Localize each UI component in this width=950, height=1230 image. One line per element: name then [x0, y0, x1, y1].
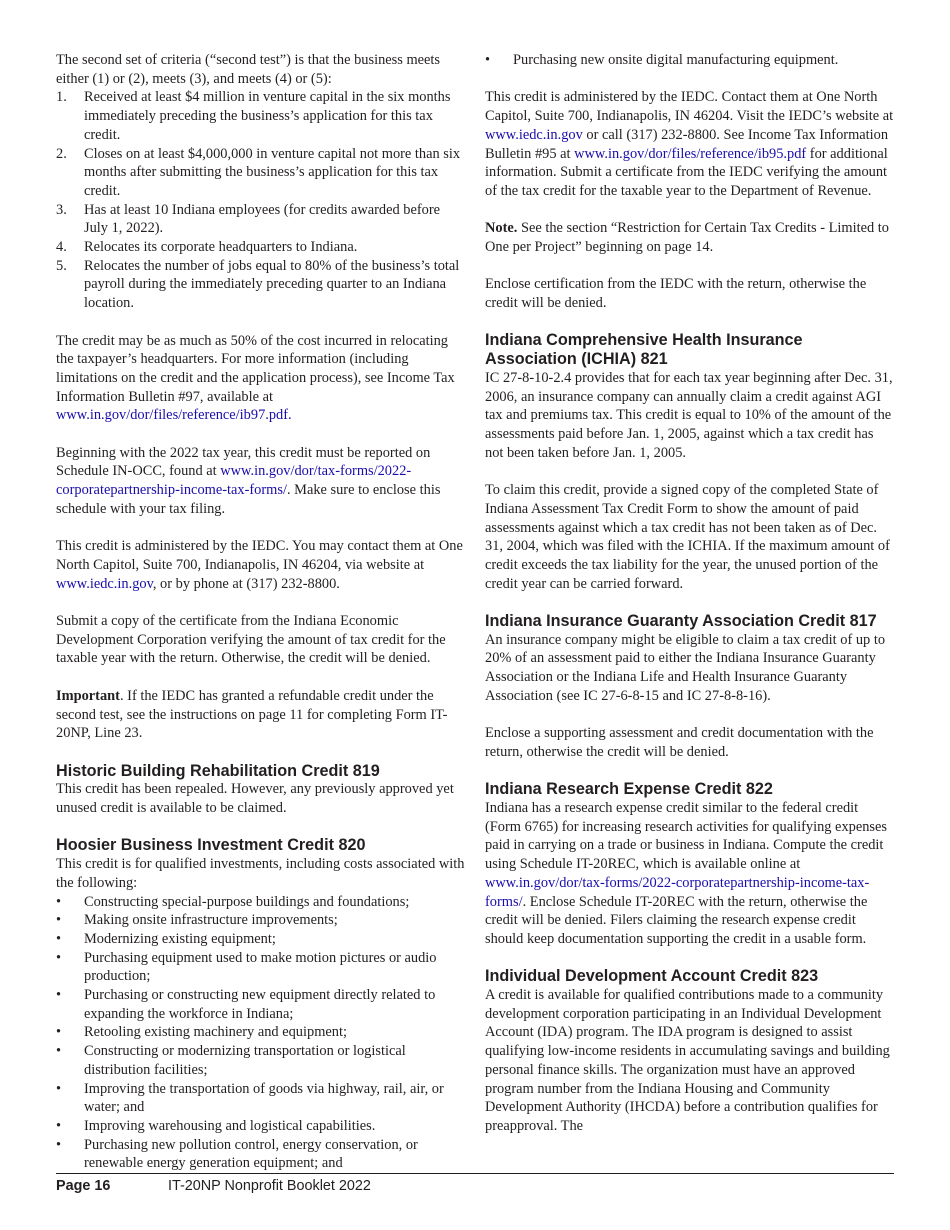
continued-investments-list: [485, 51, 895, 70]
iedc-website-link[interactable]: www.iedc.in.gov: [56, 575, 153, 592]
bullet-icon: •: [56, 1117, 62, 1134]
list-item: • Purchasing new onsite digital manufacturing equipment.: [485, 52, 839, 68]
schedule-in-occ-paragraph: Beginning with the 2022 tax year, this credit must be reported on Schedule IN-OCC, found at www.in.gov/dor/tax-forms/2022-corporatepartnership-income-tax-forms/. Make sure to enclose this schedule with your tax filing.: [56, 444, 441, 517]
ib97-link[interactable]: www.in.gov/dor/files/reference/ib97.pdf.: [56, 407, 292, 424]
ichia-heading: Indiana Comprehensive Health Insurance Association (ICHIA) 821: [485, 331, 803, 369]
list-item: • Purchasing equipment used to make motion pictures or audio production;: [56, 949, 437, 985]
bullet-icon: •: [56, 1043, 62, 1060]
bullet-icon: •: [56, 893, 62, 910]
list-item: 5. Relocates the number of jobs equal to 80% of the business’s total payroll during the immediately preceding quarter to an Indiana location.: [56, 257, 460, 312]
headquarters-credit-paragraph: The credit may be as much as 50% of the cost incurred in relocating the taxpayer’s headquarters. For more information (including limitations on the credit and the application process), see Income Tax Information Bulletin #97, available at www.in.gov/dor/files/reference/ib97.pdf.: [56, 332, 455, 424]
guaranty-paragraph-1: An insurance company might be eligible to claim a tax credit of up to 20% of an assessment paid to either the Indiana Insurance Guaranty Association or the Indiana Life and Health Insurance Guaranty Association (see IC 27-6-8-15 and IC 27-8-8-16).: [485, 631, 886, 704]
bullet-icon: •: [56, 1080, 62, 1097]
iedc-administration-paragraph: This credit is administered by the IEDC. Contact them at One North Capitol, Suite 700, Indianapolis, IN 46204. Visit the IEDC’s website at www.iedc.in.gov or call (317) 232-8800. See Income Tax Information Bulletin #95 at www.in.gov/dor/files/reference/ib95.pdf for additional information. Submit a certificate from the IEDC verifying the amount of the tax credit for the taxable year to the Department of Revenue.: [485, 89, 894, 199]
list-item: • Modernizing existing equipment;: [56, 930, 276, 947]
list-item: • Purchasing new pollution control, energy conservation, or renewable energy generation equipment; and: [56, 1136, 418, 1172]
bullet-icon: •: [56, 987, 62, 1004]
guaranty-paragraph-2: Enclose a supporting assessment and credit documentation with the return, otherwise the credit will be denied.: [485, 725, 874, 760]
historic-building-paragraph: This credit has been repealed. However, any previously approved yet unused credit is available to be claimed.: [56, 781, 454, 817]
criteria-list: [56, 88, 466, 312]
page-footer: [56, 1177, 371, 1195]
research-expense-heading: Indiana Research Expense Credit 822: [485, 780, 773, 799]
list-item: • Making onsite infrastructure improvements;: [56, 912, 338, 929]
bullet-icon: •: [56, 912, 62, 929]
list-item: • Improving the transportation of goods via highway, rail, air, or water; and: [56, 1080, 444, 1116]
research-expense-paragraph: Indiana has a research expense credit similar to the federal credit (Form 6765) for increasing research activities for qualifying expenses paid in carrying on a trade or business in Indiana. Compute the credit using Schedule IT-20REC, which is available online at www.in.gov/dor/tax-forms/2022-corporatepartnership-income-tax-forms/. Enclose Schedule IT-20REC with the return, otherwise the credit will be denied. Filers claiming the research expense credit should keep documentation supporting the credit in a usable form.: [485, 800, 888, 947]
ib95-link[interactable]: www.in.gov/dor/files/reference/ib95.pdf: [574, 145, 807, 162]
iedc-website-link[interactable]: www.iedc.in.gov: [485, 126, 583, 143]
bullet-icon: •: [56, 949, 62, 966]
bullet-icon: •: [485, 52, 491, 68]
list-item: • Retooling existing machinery and equipment;: [56, 1024, 347, 1041]
list-item: • Purchasing or constructing new equipment directly related to expanding the workforce in Indiana;: [56, 987, 436, 1022]
booklet-title: IT-20NP Nonprofit Booklet 2022: [168, 1178, 371, 1194]
tax-forms-link[interactable]: www.in.gov/dor/tax-forms/2022-corporatepartnership-income-tax-forms/: [485, 874, 870, 910]
list-item: 4. Relocates its corporate headquarters to Indiana.: [56, 239, 358, 256]
hoosier-business-paragraph: This credit is for qualified investments, including costs associated with the following:: [56, 856, 465, 891]
note-paragraph: Note. See the section “Restriction for Certain Tax Credits - Limited to One per Project” beginning on page 14.: [485, 220, 889, 255]
ida-paragraph: A credit is available for qualified contributions made to a community development corporation participating in an Individual Development Account (IDA) program. The IDA program is designed to assist qualifying low-income residents in accumulating savings and building personal finance skills. The organization must have an approved program number from the Indiana Housing and Community Development Authority (IHCDA) before a contribution qualifies for preapproval. The: [485, 987, 890, 1134]
hoosier-business-heading: Hoosier Business Investment Credit 820: [56, 836, 366, 855]
bullet-icon: •: [56, 930, 62, 947]
list-item: • Constructing or modernizing transportation or logistical distribution facilities;: [56, 1043, 406, 1078]
enclose-certification-paragraph: Enclose certification from the IEDC with the return, otherwise the credit will be denied.: [485, 276, 867, 312]
important-paragraph: Important. If the IEDC has granted a refundable credit under the second test, see the instructions on page 11 for completing Form IT-20NP, Line 23.: [56, 687, 448, 742]
tax-forms-link[interactable]: www.in.gov/dor/tax-forms/2022-corporatepartnership-income-tax-forms/: [56, 463, 412, 499]
list-item: 2. Closes on at least $4,000,000 in venture capital not more than six months after submitting the business’s application for this tax credit.: [56, 145, 461, 199]
list-item: • Improving warehousing and logistical capabilities.: [56, 1117, 376, 1134]
iedc-contact-paragraph: This credit is administered by the IEDC. You may contact them at One North Capitol, Suite 700, Indianapolis, IN 46204, via website at www.iedc.in.gov, or by phone at (317) 232-8800.: [56, 538, 463, 592]
qualified-investments-list: [56, 893, 466, 1174]
list-item: • Constructing special-purpose buildings and foundations;: [56, 893, 410, 910]
guaranty-heading: Indiana Insurance Guaranty Association Credit 817: [485, 612, 877, 630]
left-column: [56, 51, 466, 1173]
ichia-paragraph-2: To claim this credit, provide a signed copy of the completed State of Indiana Assessment Tax Credit Form to show the amount of paid assessments against which a tax credit has not been taken as of Dec. 31, 2004, which was filed with the ICHIA. If the maximum amount of credit exceeds the tax liability for the year, the unused portion of the credit year can be carried forward.: [485, 482, 890, 592]
list-item: 3. Has at least 10 Indiana employees (for credits awarded before July 1, 2022).: [56, 201, 441, 237]
second-test-intro: The second set of criteria (“second test”) is that the business meets either (1) or (2), meets (3), and meets (4) or (5):: [56, 52, 441, 87]
list-item: 1. Received at least $4 million in venture capital in the six months immediately preceding the business’s application for this tax credit.: [56, 89, 451, 143]
ida-heading: Individual Development Account Credit 823: [485, 967, 819, 986]
historic-building-heading: Historic Building Rehabilitation Credit 819: [56, 761, 380, 780]
bullet-icon: •: [56, 1136, 62, 1153]
right-column: [485, 51, 895, 1136]
page-number: Page 16: [56, 1178, 111, 1194]
bullet-icon: •: [56, 1024, 62, 1041]
footer-divider: [56, 1173, 894, 1174]
ichia-paragraph-1: IC 27-8-10-2.4 provides that for each tax year beginning after Dec. 31, 2006, an insurance company can annually claim a credit against AGI tax and premiums tax. This credit is equal to 10% of the amount of the assessments paid before Jan. 1, 2005, against which a tax credit has not been taken before Jan. 1, 2005.: [485, 369, 893, 461]
certificate-paragraph: Submit a copy of the certificate from the Indiana Economic Development Corporation verifying the amount of tax credit for the taxable year with the return. Otherwise, the credit will be denied.: [56, 613, 446, 667]
